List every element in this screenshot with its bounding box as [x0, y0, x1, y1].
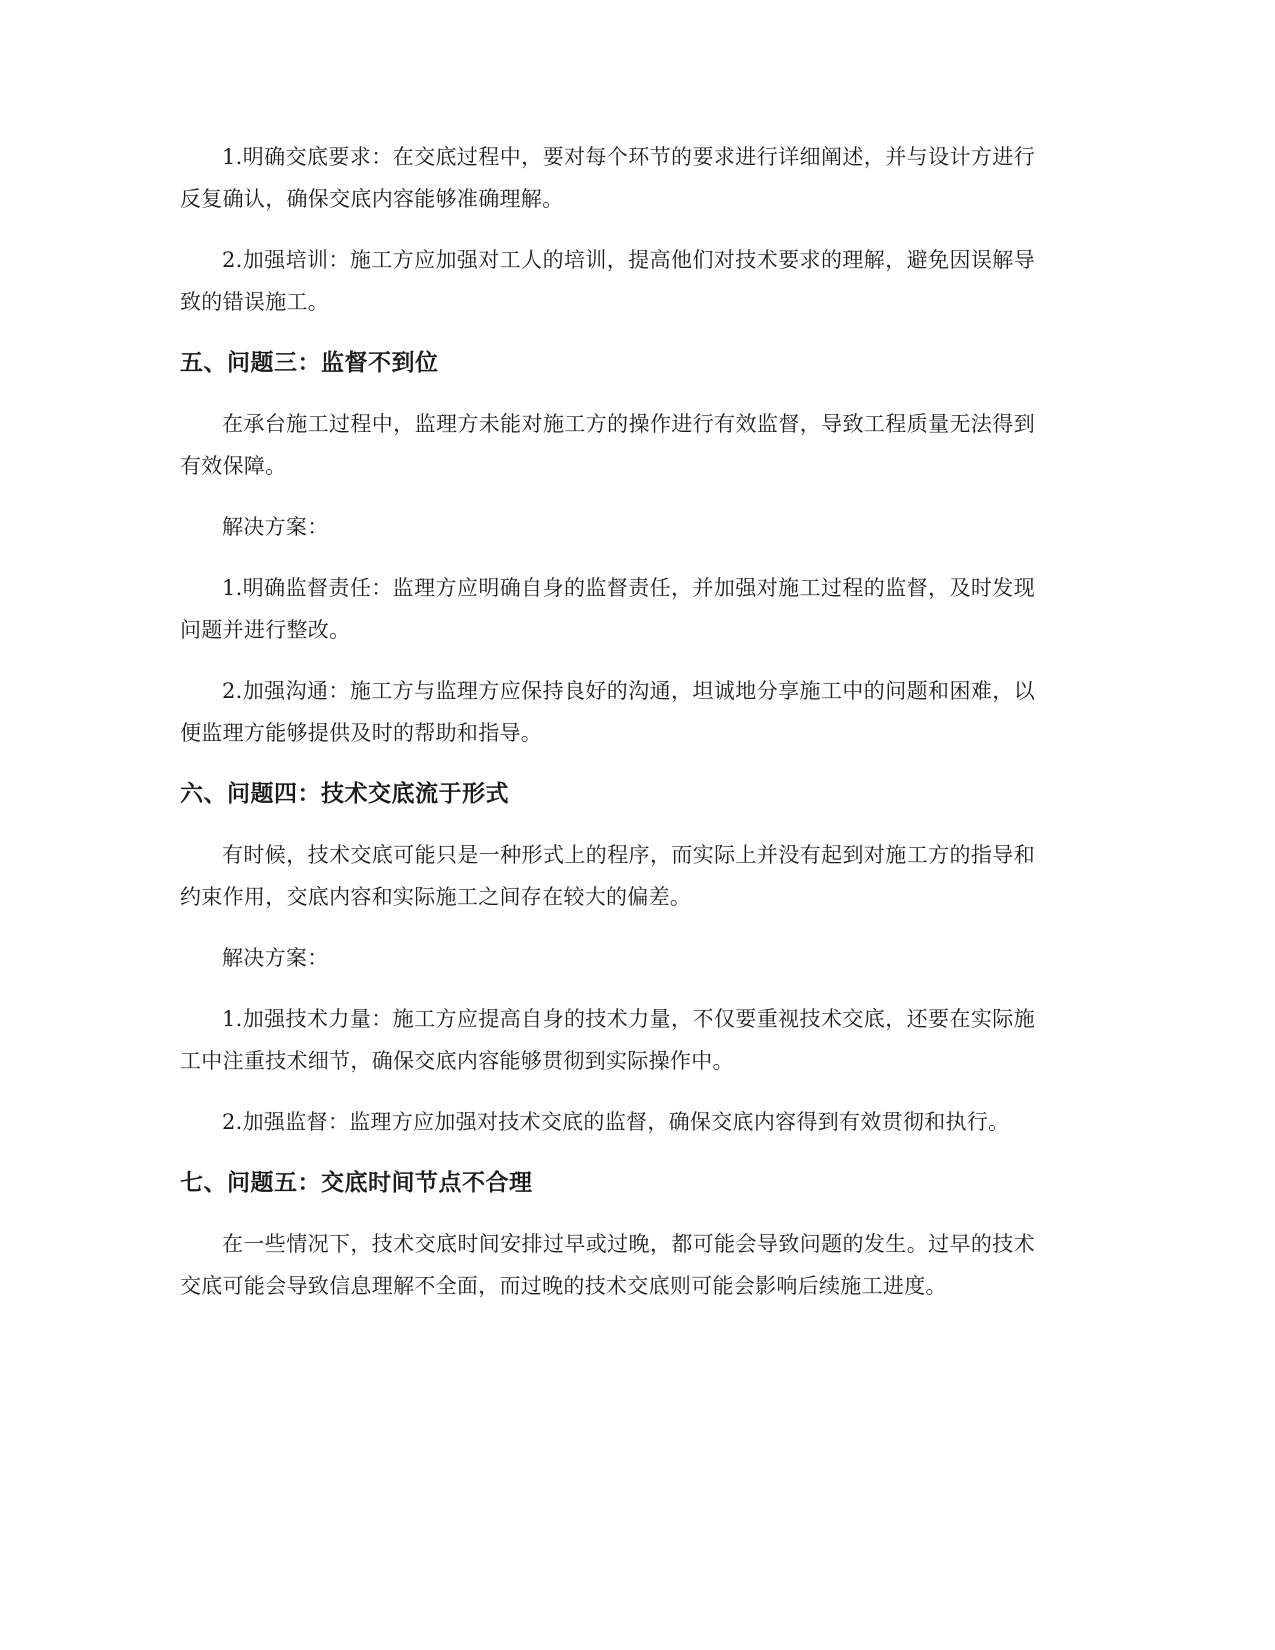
- heading-issue-four: 六、问题四：技术交底流于形式: [180, 781, 509, 807]
- heading-issue-five: 七、问题五：交底时间节点不合理: [180, 1170, 533, 1196]
- paragraph-issue-three-description: 在承台施工过程中，监理方未能对施工方的操作进行有效监督，导致工程质量无法得到有效保障。: [180, 412, 1035, 478]
- paragraph-solution-label-1: 解决方案：: [222, 515, 329, 539]
- paragraph-strengthen-communication: 2.加强沟通：施工方与监理方应保持良好的沟通，坦诚地分享施工中的问题和困难，以便监理方能够提供及时的帮助和指导。: [180, 679, 1035, 745]
- paragraph-issue-four-description: 有时候，技术交底可能只是一种形式上的程序，而实际上并没有起到对施工方的指导和约束作用，交底内容和实际施工之间存在较大的偏差。: [180, 843, 1035, 909]
- heading-issue-three: 五、问题三：监督不到位: [180, 350, 439, 376]
- paragraph-strengthen-supervision: 2.加强监督：监理方应加强对技术交底的监督，确保交底内容得到有效贯彻和执行。: [222, 1110, 1010, 1134]
- paragraph-clarify-supervision: 1.明确监督责任：监理方应明确自身的监督责任，并加强对施工过程的监督，及时发现问题并进行整改。: [180, 576, 1035, 642]
- paragraph-strengthen-technical-capacity: 1.加强技术力量：施工方应提高自身的技术力量，不仅要重视技术交底，还要在实际施工中注重技术细节，确保交底内容能够贯彻到实际操作中。: [180, 1007, 1035, 1073]
- paragraph-clarify-requirements: 1.明确交底要求：在交底过程中，要对每个环节的要求进行详细阐述，并与设计方进行反复确认，确保交底内容能够准确理解。: [180, 145, 1035, 211]
- paragraph-solution-label-2: 解决方案：: [222, 946, 329, 970]
- paragraph-strengthen-training: 2.加强培训：施工方应加强对工人的培训，提高他们对技术要求的理解，避免因误解导致的错误施工。: [180, 248, 1035, 314]
- document-page: [180, 136, 1035, 1326]
- paragraph-issue-five-description: 在一些情况下，技术交底时间安排过早或过晚，都可能会导致问题的发生。过早的技术交底可能会导致信息理解不全面，而过晚的技术交底则可能会影响后续施工进度。: [180, 1232, 1035, 1298]
